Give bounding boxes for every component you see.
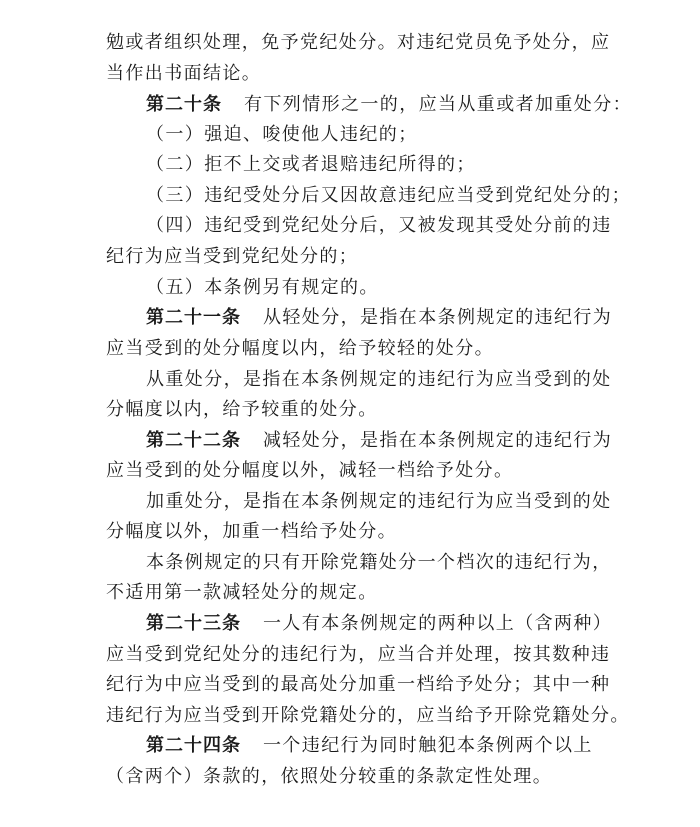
article-text: 从轻处分，是指在本条例规定的违纪行为 [263, 307, 613, 328]
text-line: 应当受到的处分幅度以外，减轻一档给予处分。 [106, 460, 514, 481]
text-line: （含两个）条款的，依照处分较重的条款定性处理。 [106, 766, 553, 787]
text-line: 勉或者组织处理，免予党纪处分。对违纪党员免予处分，应 [106, 32, 611, 53]
text-line: 应当受到党纪处分的违纪行为，应当合并处理，按其数种违 [106, 644, 611, 665]
article-22 [146, 426, 612, 456]
article-heading: 第二十条 [146, 94, 222, 115]
text-line: 分幅度以内，给予较重的处分。 [106, 399, 378, 420]
text-line: 从重处分，是指在本条例规定的违纪行为应当受到的处 [146, 369, 612, 390]
text-line: 纪行为中应当受到的最高处分加重一档给予处分；其中一种 [106, 674, 611, 695]
article-23 [146, 609, 612, 639]
article-heading: 第二十四条 [146, 735, 241, 756]
text-line: 当作出书面结论。 [106, 63, 262, 84]
article-heading: 第二十三条 [146, 613, 241, 634]
article-heading: 第二十二条 [146, 430, 241, 451]
text-line: （二）拒不上交或者退赔违纪所得的； [146, 154, 476, 175]
article-text: 一个违纪行为同时触犯本条例两个以上 [263, 735, 593, 756]
text-line: 不适用第一款减轻处分的规定。 [106, 582, 378, 603]
text-line: 分幅度以外，加重一档给予处分。 [106, 521, 397, 542]
text-line: 本条例规定的只有开除党籍处分一个档次的违纪行为， [146, 552, 612, 573]
text-line: 加重处分，是指在本条例规定的违纪行为应当受到的处 [146, 491, 612, 512]
article-21 [146, 303, 612, 333]
text-line: （一）强迫、唆使他人违纪的； [146, 124, 418, 145]
text-line: （四）违纪受到党纪处分后，又被发现其受处分前的违 [146, 215, 612, 236]
article-24 [146, 731, 593, 761]
article-20 [146, 90, 632, 120]
text-line: 纪行为应当受到党纪处分的； [106, 246, 359, 267]
text-line: 应当受到的处分幅度以内，给予较轻的处分。 [106, 338, 494, 359]
text-line: （五）本条例另有规定的。 [146, 277, 379, 298]
text-line: （三）违纪受处分后又因故意违纪应当受到党纪处分的； [146, 185, 631, 206]
article-text: 有下列情形之一的，应当从重或者加重处分： [244, 94, 632, 115]
article-text: 减轻处分，是指在本条例规定的违纪行为 [263, 430, 613, 451]
article-heading: 第二十一条 [146, 307, 241, 328]
article-text: 一人有本条例规定的两种以上（含两种） [263, 613, 613, 634]
text-line: 违纪行为应当受到开除党籍处分的，应当给予开除党籍处分。 [106, 705, 630, 726]
